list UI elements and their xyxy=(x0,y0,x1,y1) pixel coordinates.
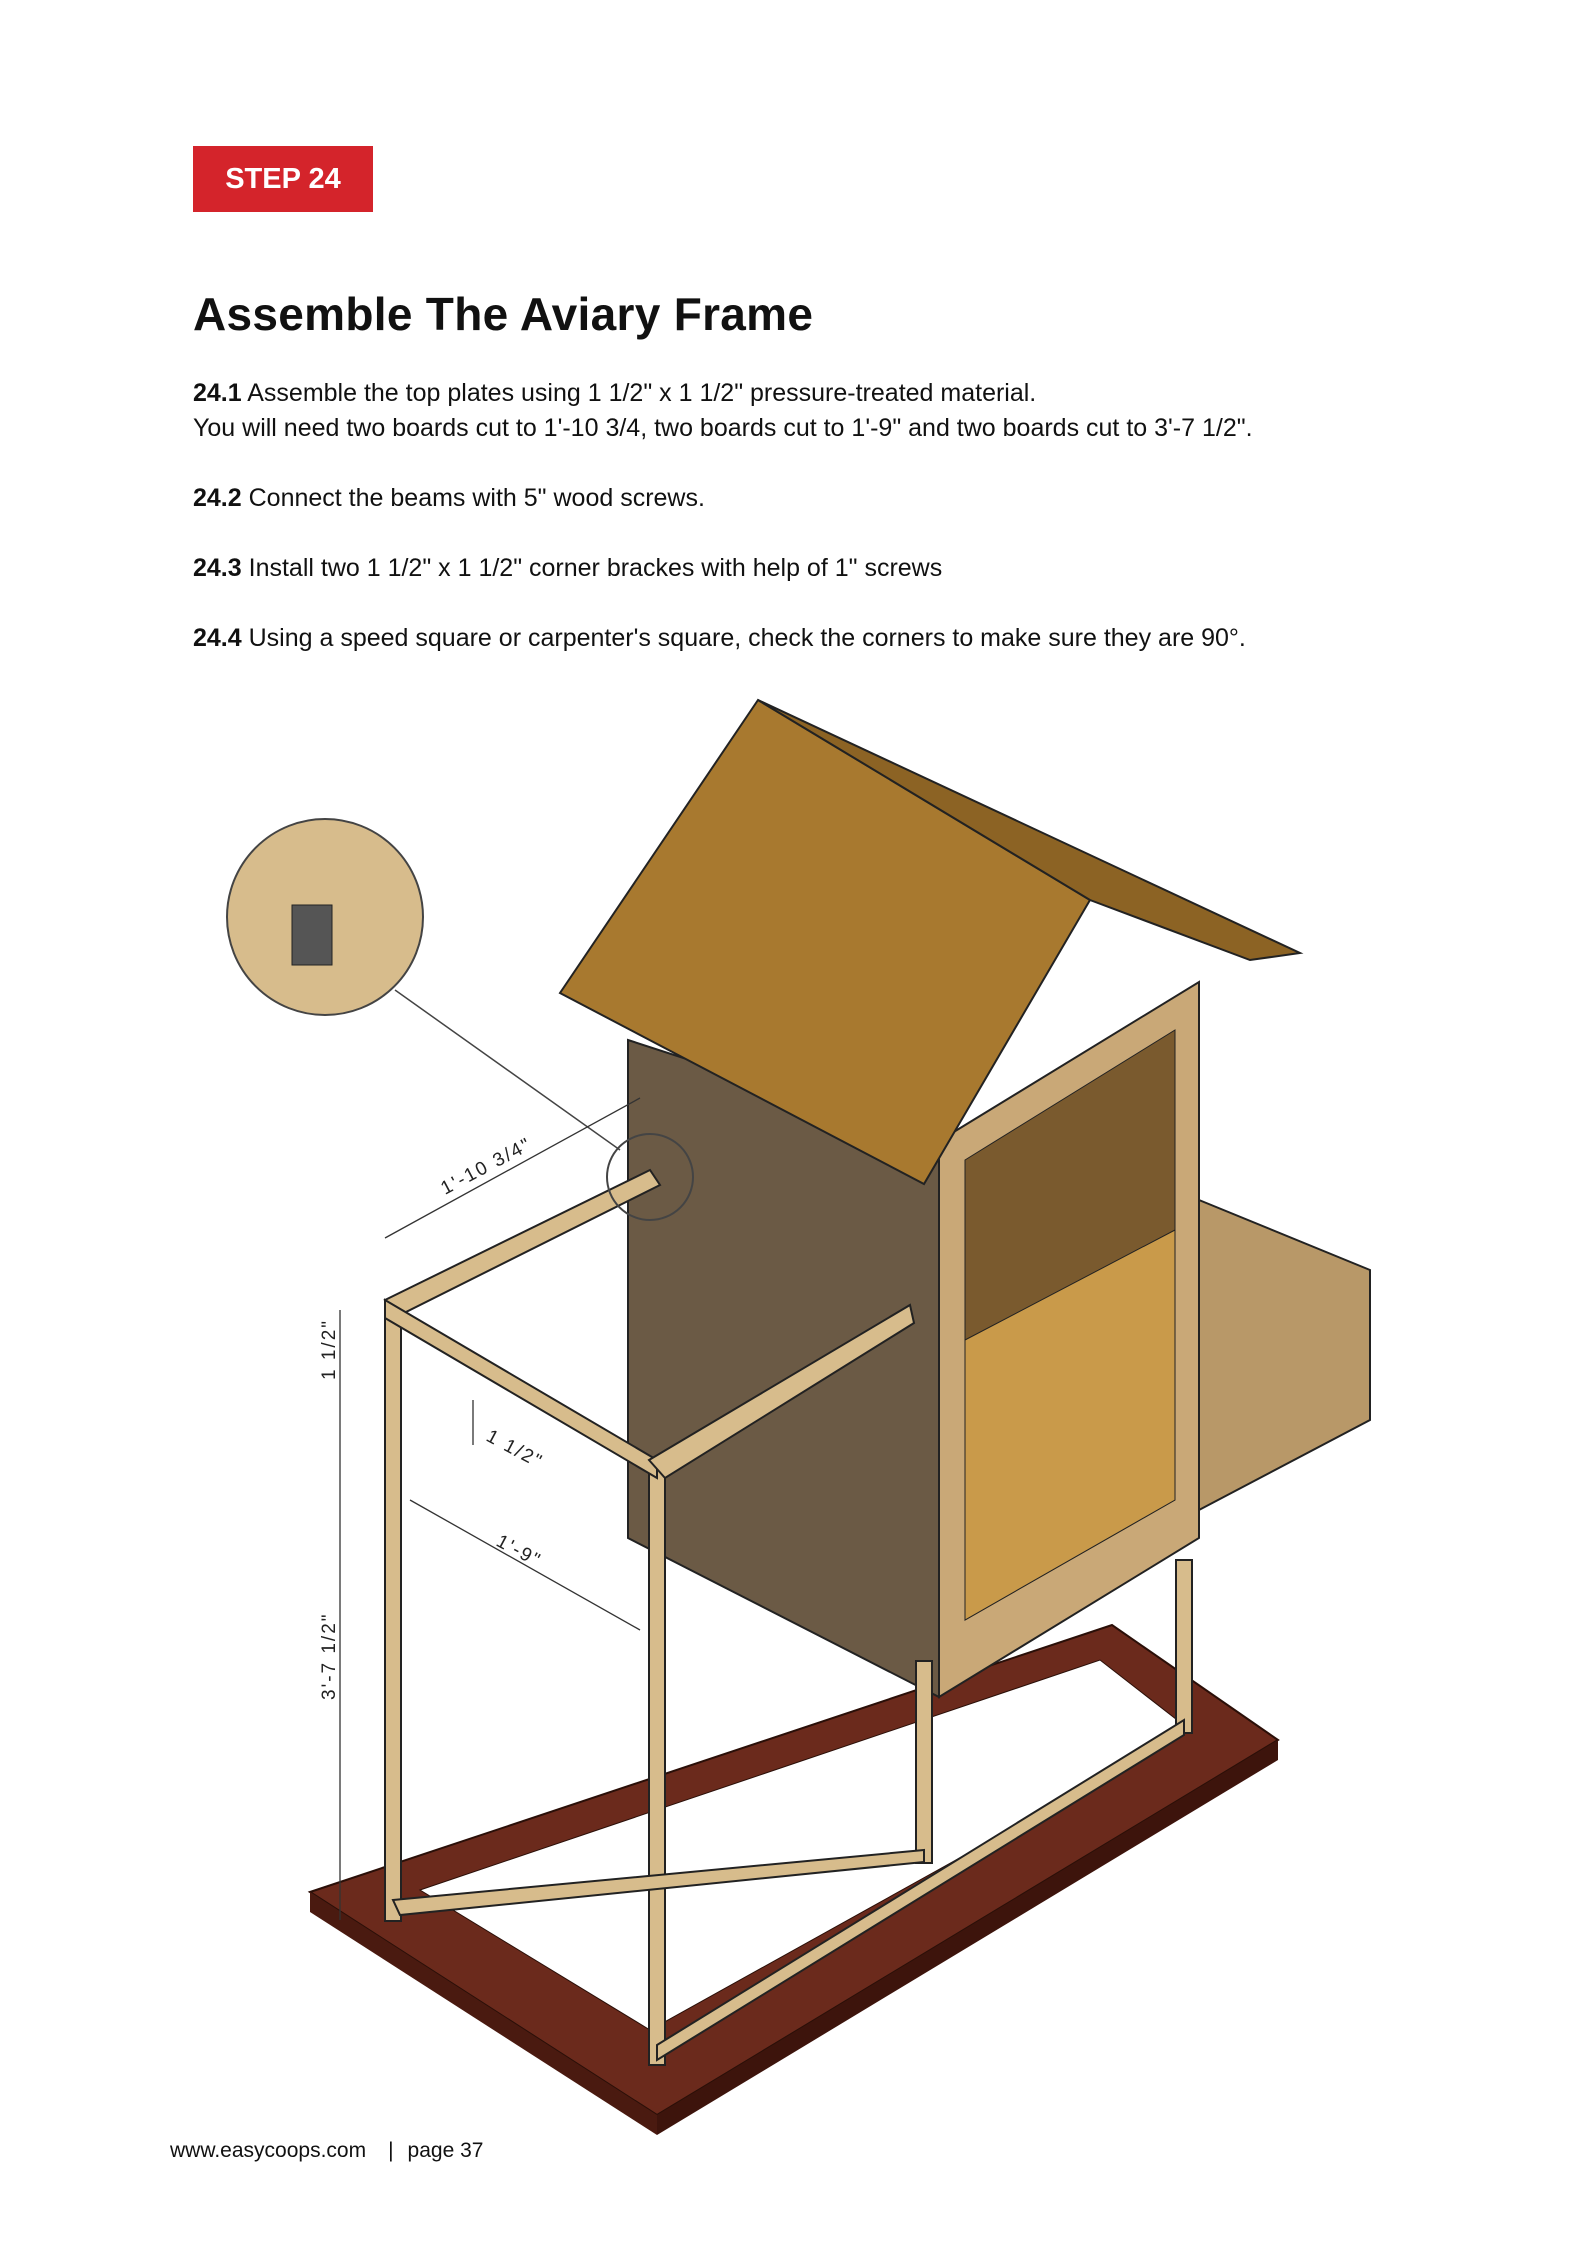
step-number: 24.3 xyxy=(193,554,242,582)
dimension-top-rail: 1'-10 3/4" xyxy=(437,1133,536,1200)
step-text-cont: You will need two boards cut to 1'-10 3/4, two boards cut to 1'-9" and two boards cut to 3'-7 1/2". xyxy=(193,414,1253,442)
page-footer xyxy=(170,2139,483,2163)
step-text: Connect the beams with 5" wood screws. xyxy=(248,484,705,512)
step-text: Install two 1 1/2" x 1 1/2" corner brackes with help of 1" screws xyxy=(248,554,943,582)
step-text: Assemble the top plates using 1 1/2" x 1 1/2" pressure-treated material. xyxy=(247,379,1037,407)
step-number: 24.2 xyxy=(193,484,242,512)
page-title: Assemble The Aviary Frame xyxy=(193,288,814,340)
brick-base xyxy=(310,1625,1278,2135)
step-number: 24.4 xyxy=(193,624,242,652)
dimension-post-height: 3'-7 1/2" xyxy=(319,1612,340,1700)
step-badge: STEP 24 xyxy=(193,146,373,212)
dimension-rail-depth: 1 1/2" xyxy=(482,1425,547,1474)
coop-house xyxy=(560,700,1370,1697)
step-text: Using a speed square or carpenter's square, check the corners to make sure they are 90°. xyxy=(248,624,1246,652)
dimension-side-rail: 1'-9" xyxy=(492,1530,545,1572)
page-number: page 37 xyxy=(407,2139,484,2162)
website-link[interactable]: www.easycoops.com xyxy=(170,2139,367,2162)
footer-separator: | xyxy=(388,2139,394,2162)
dimension-post-top: 1 1/2" xyxy=(319,1318,340,1380)
step-number: 24.1 xyxy=(193,379,242,407)
